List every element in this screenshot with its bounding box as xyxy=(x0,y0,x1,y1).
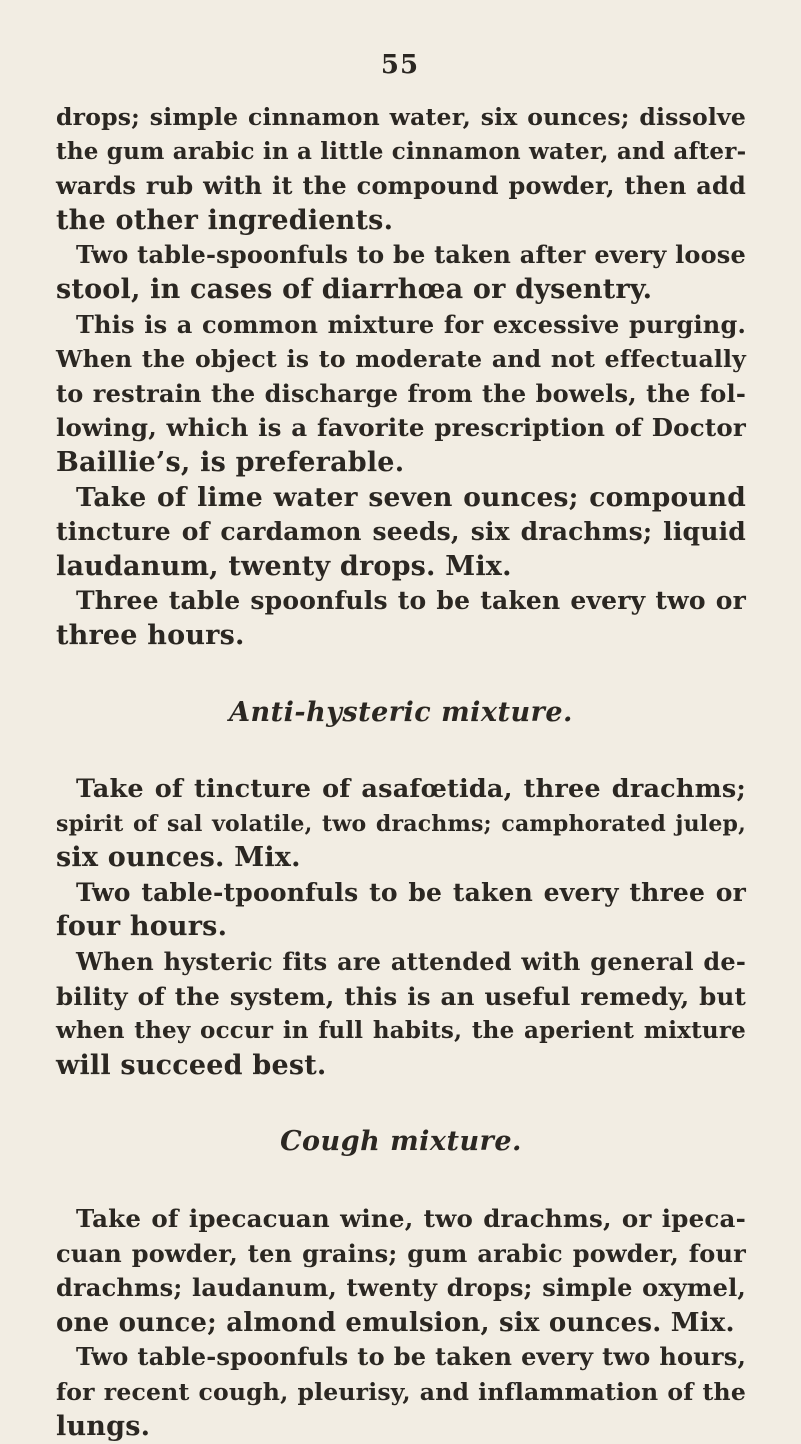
text-line: spirit of sal volatile, two drachms; camphorated julep, xyxy=(56,810,746,837)
text-line: drachms; laudanum, twenty drops; simple oxymel, xyxy=(56,1273,746,1303)
paragraph xyxy=(56,876,746,945)
spacer xyxy=(56,1083,746,1125)
text-line: wards rub with it the compound powder, then add xyxy=(56,171,746,201)
text-line: laudanum, twenty drops. Mix. xyxy=(56,550,512,582)
text-line: Two table-spoonfuls to be taken after every loose xyxy=(76,240,746,270)
paragraph xyxy=(56,772,746,876)
text-line: when they occur in full habits, the aperient mixture xyxy=(56,1017,746,1045)
text-line: Baillie’s, is preferable. xyxy=(56,446,405,478)
text-line: Three table spoonfuls to be taken every two or xyxy=(76,586,746,616)
text-line: Take of lime water seven ounces; compound xyxy=(76,481,746,513)
text-line: When hysteric fits are attended with general de- xyxy=(76,947,746,977)
text-line: the gum arabic in a little cinnamon water, and after- xyxy=(56,137,747,165)
paragraph-continuation xyxy=(56,100,746,238)
text-line: This is a common mixture for excessive purging. xyxy=(76,309,746,339)
text-line: three hours. xyxy=(56,619,245,651)
text-line: Take of ipecacuan wine, two drachms, or ipeca- xyxy=(76,1204,746,1234)
text-line: tincture of cardamon seeds, six drachms; liquid xyxy=(56,517,746,547)
text-line: When the object is to moderate and not effectually xyxy=(56,345,746,374)
text-line: lungs. xyxy=(56,1410,151,1442)
paragraph xyxy=(56,945,746,1083)
text-line: lowing, which is a favorite prescription of Doctor xyxy=(56,413,746,443)
text-line: for recent cough, pleurisy, and inflammation of the xyxy=(56,1378,746,1406)
text-line: six ounces. Mix. xyxy=(56,842,301,874)
page-number: 55 xyxy=(380,50,420,80)
text-line: stool, in cases of diarrhœa or dysentry. xyxy=(56,273,653,305)
text-line: bility of the system, this is an useful remedy, but xyxy=(56,981,746,1011)
text-line: four hours. xyxy=(56,911,228,943)
text-line: one ounce; almond emulsion, six ounces. Mix. xyxy=(56,1307,735,1338)
text-line: drops; simple cinnamon water, six ounces; dissolve xyxy=(56,103,746,131)
paragraph xyxy=(56,238,746,307)
paragraph xyxy=(56,1202,746,1340)
spacer xyxy=(56,654,746,696)
paragraph xyxy=(56,481,746,585)
text-line: cuan powder, ten grains; gum arabic powder, four xyxy=(56,1238,746,1268)
text-line: the other ingredients. xyxy=(56,204,394,236)
section-heading-cough: Cough mixture. xyxy=(280,1126,522,1158)
page-body xyxy=(56,100,746,1444)
paragraph xyxy=(56,308,746,481)
paragraph xyxy=(56,584,746,653)
spacer xyxy=(56,730,746,772)
section-heading-anti-hysteric: Anti-hysteric mixture. xyxy=(229,696,573,728)
spacer xyxy=(56,1160,746,1202)
paragraph xyxy=(56,1340,746,1444)
text-line: Take of tincture of asafœtida, three drachms; xyxy=(76,774,746,805)
text-line: to restrain the discharge from the bowels, the fol- xyxy=(56,378,746,408)
text-line: Two table-spoonfuls to be taken every two hours, xyxy=(76,1342,746,1372)
text-line: Two table-tpoonfuls to be taken every three or xyxy=(76,877,746,907)
text-line: will succeed best. xyxy=(56,1049,327,1081)
